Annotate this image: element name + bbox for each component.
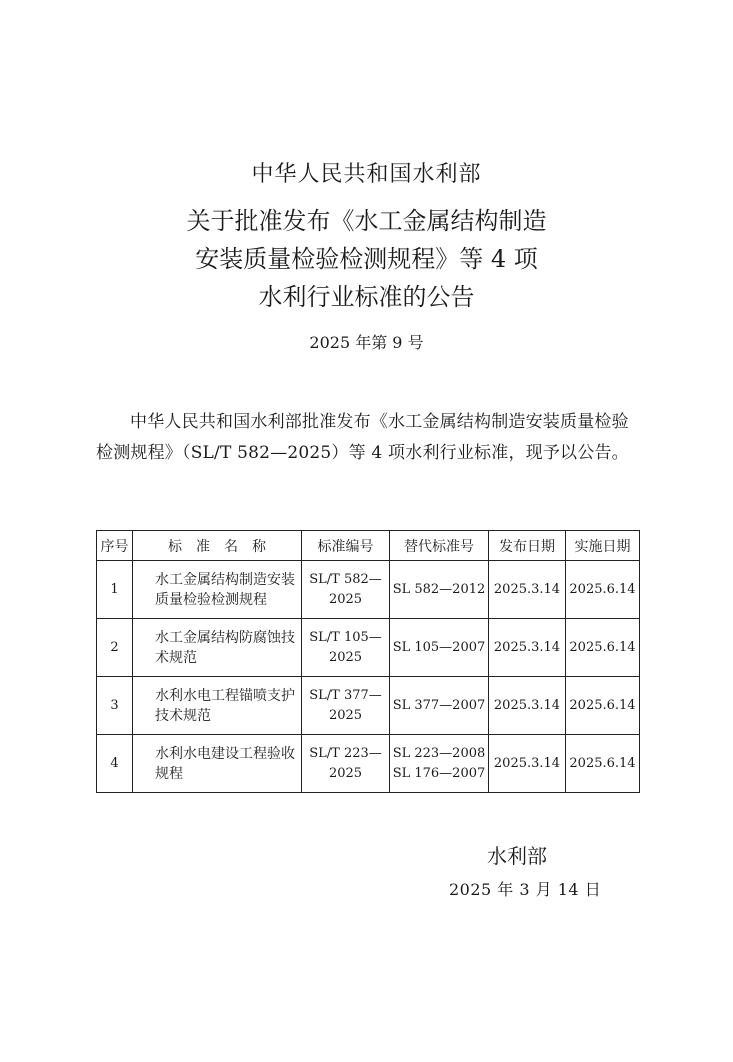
col-header-name: 标 准 名 称: [133, 531, 302, 561]
cell-name: 水工金属结构防腐蚀技术规范: [133, 619, 302, 677]
cell-code: SL/T 377—2025: [302, 677, 390, 735]
title-line-3: 水利行业标准的公告: [258, 283, 475, 311]
replaces-value: SL 582—2012: [392, 581, 486, 597]
col-header-code: 标准编号: [302, 531, 390, 561]
signing-date: 2025 年 3 月 14 日: [449, 880, 602, 899]
cell-code: SL/T 582—2025: [302, 561, 390, 619]
document-number: 2025 年第 9 号: [309, 333, 424, 352]
cell-published: 2025.3.14: [489, 619, 566, 677]
cell-published: 2025.3.14: [489, 735, 566, 793]
cell-replaces: [390, 735, 489, 793]
cell-code: SL/T 105—2025: [302, 619, 390, 677]
cell-name: 水利水电建设工程验收规程: [133, 735, 302, 793]
cell-replaces: [390, 619, 489, 677]
cell-no: 1: [97, 561, 133, 619]
cell-no: 4: [97, 735, 133, 793]
title-line-1: 关于批准发布《水工金属结构制造: [186, 207, 547, 235]
cell-effective: 2025.6.14: [566, 619, 640, 677]
signing-authority: 水利部: [487, 844, 547, 868]
cell-no: 3: [97, 677, 133, 735]
cell-replaces: [390, 561, 489, 619]
cell-name: 水利水电工程锚喷支护技术规范: [133, 677, 302, 735]
table-row: [97, 677, 640, 735]
col-header-published: 发布日期: [489, 531, 566, 561]
cell-name: 水工金属结构制造安装质量检验检测规程: [133, 561, 302, 619]
replaces-value: SL 223—2008: [392, 745, 486, 761]
table-row: [97, 735, 640, 793]
standards-table: [96, 530, 640, 793]
issuing-authority: 中华人民共和国水利部: [251, 162, 482, 187]
cell-effective: 2025.6.14: [566, 561, 640, 619]
replaces-value: SL 105—2007: [392, 639, 486, 655]
cell-code: SL/T 223—2025: [302, 735, 390, 793]
replaces-value: SL 377—2007: [392, 697, 486, 713]
table-header-row: [97, 531, 640, 561]
cell-effective: 2025.6.14: [566, 735, 640, 793]
table-row: [97, 561, 640, 619]
cell-replaces: [390, 677, 489, 735]
cell-effective: 2025.6.14: [566, 677, 640, 735]
cell-published: 2025.3.14: [489, 677, 566, 735]
announcement-title: [0, 202, 733, 316]
announcement-body: 中华人民共和国水利部批准发布《水工金属结构制造安装质量检验检测规程》（SL/T 582—2025）等 4 项水利行业标准，现予以公告。: [96, 412, 629, 463]
col-header-effective: 实施日期: [566, 531, 640, 561]
cell-published: 2025.3.14: [489, 561, 566, 619]
col-header-no: 序号: [97, 531, 133, 561]
table-row: [97, 619, 640, 677]
replaces-value-2: SL 176—2007: [392, 765, 486, 781]
title-line-2: 安装质量检验检测规程》等 4 项: [195, 245, 538, 273]
cell-no: 2: [97, 619, 133, 677]
col-header-replaces: 替代标准号: [390, 531, 489, 561]
